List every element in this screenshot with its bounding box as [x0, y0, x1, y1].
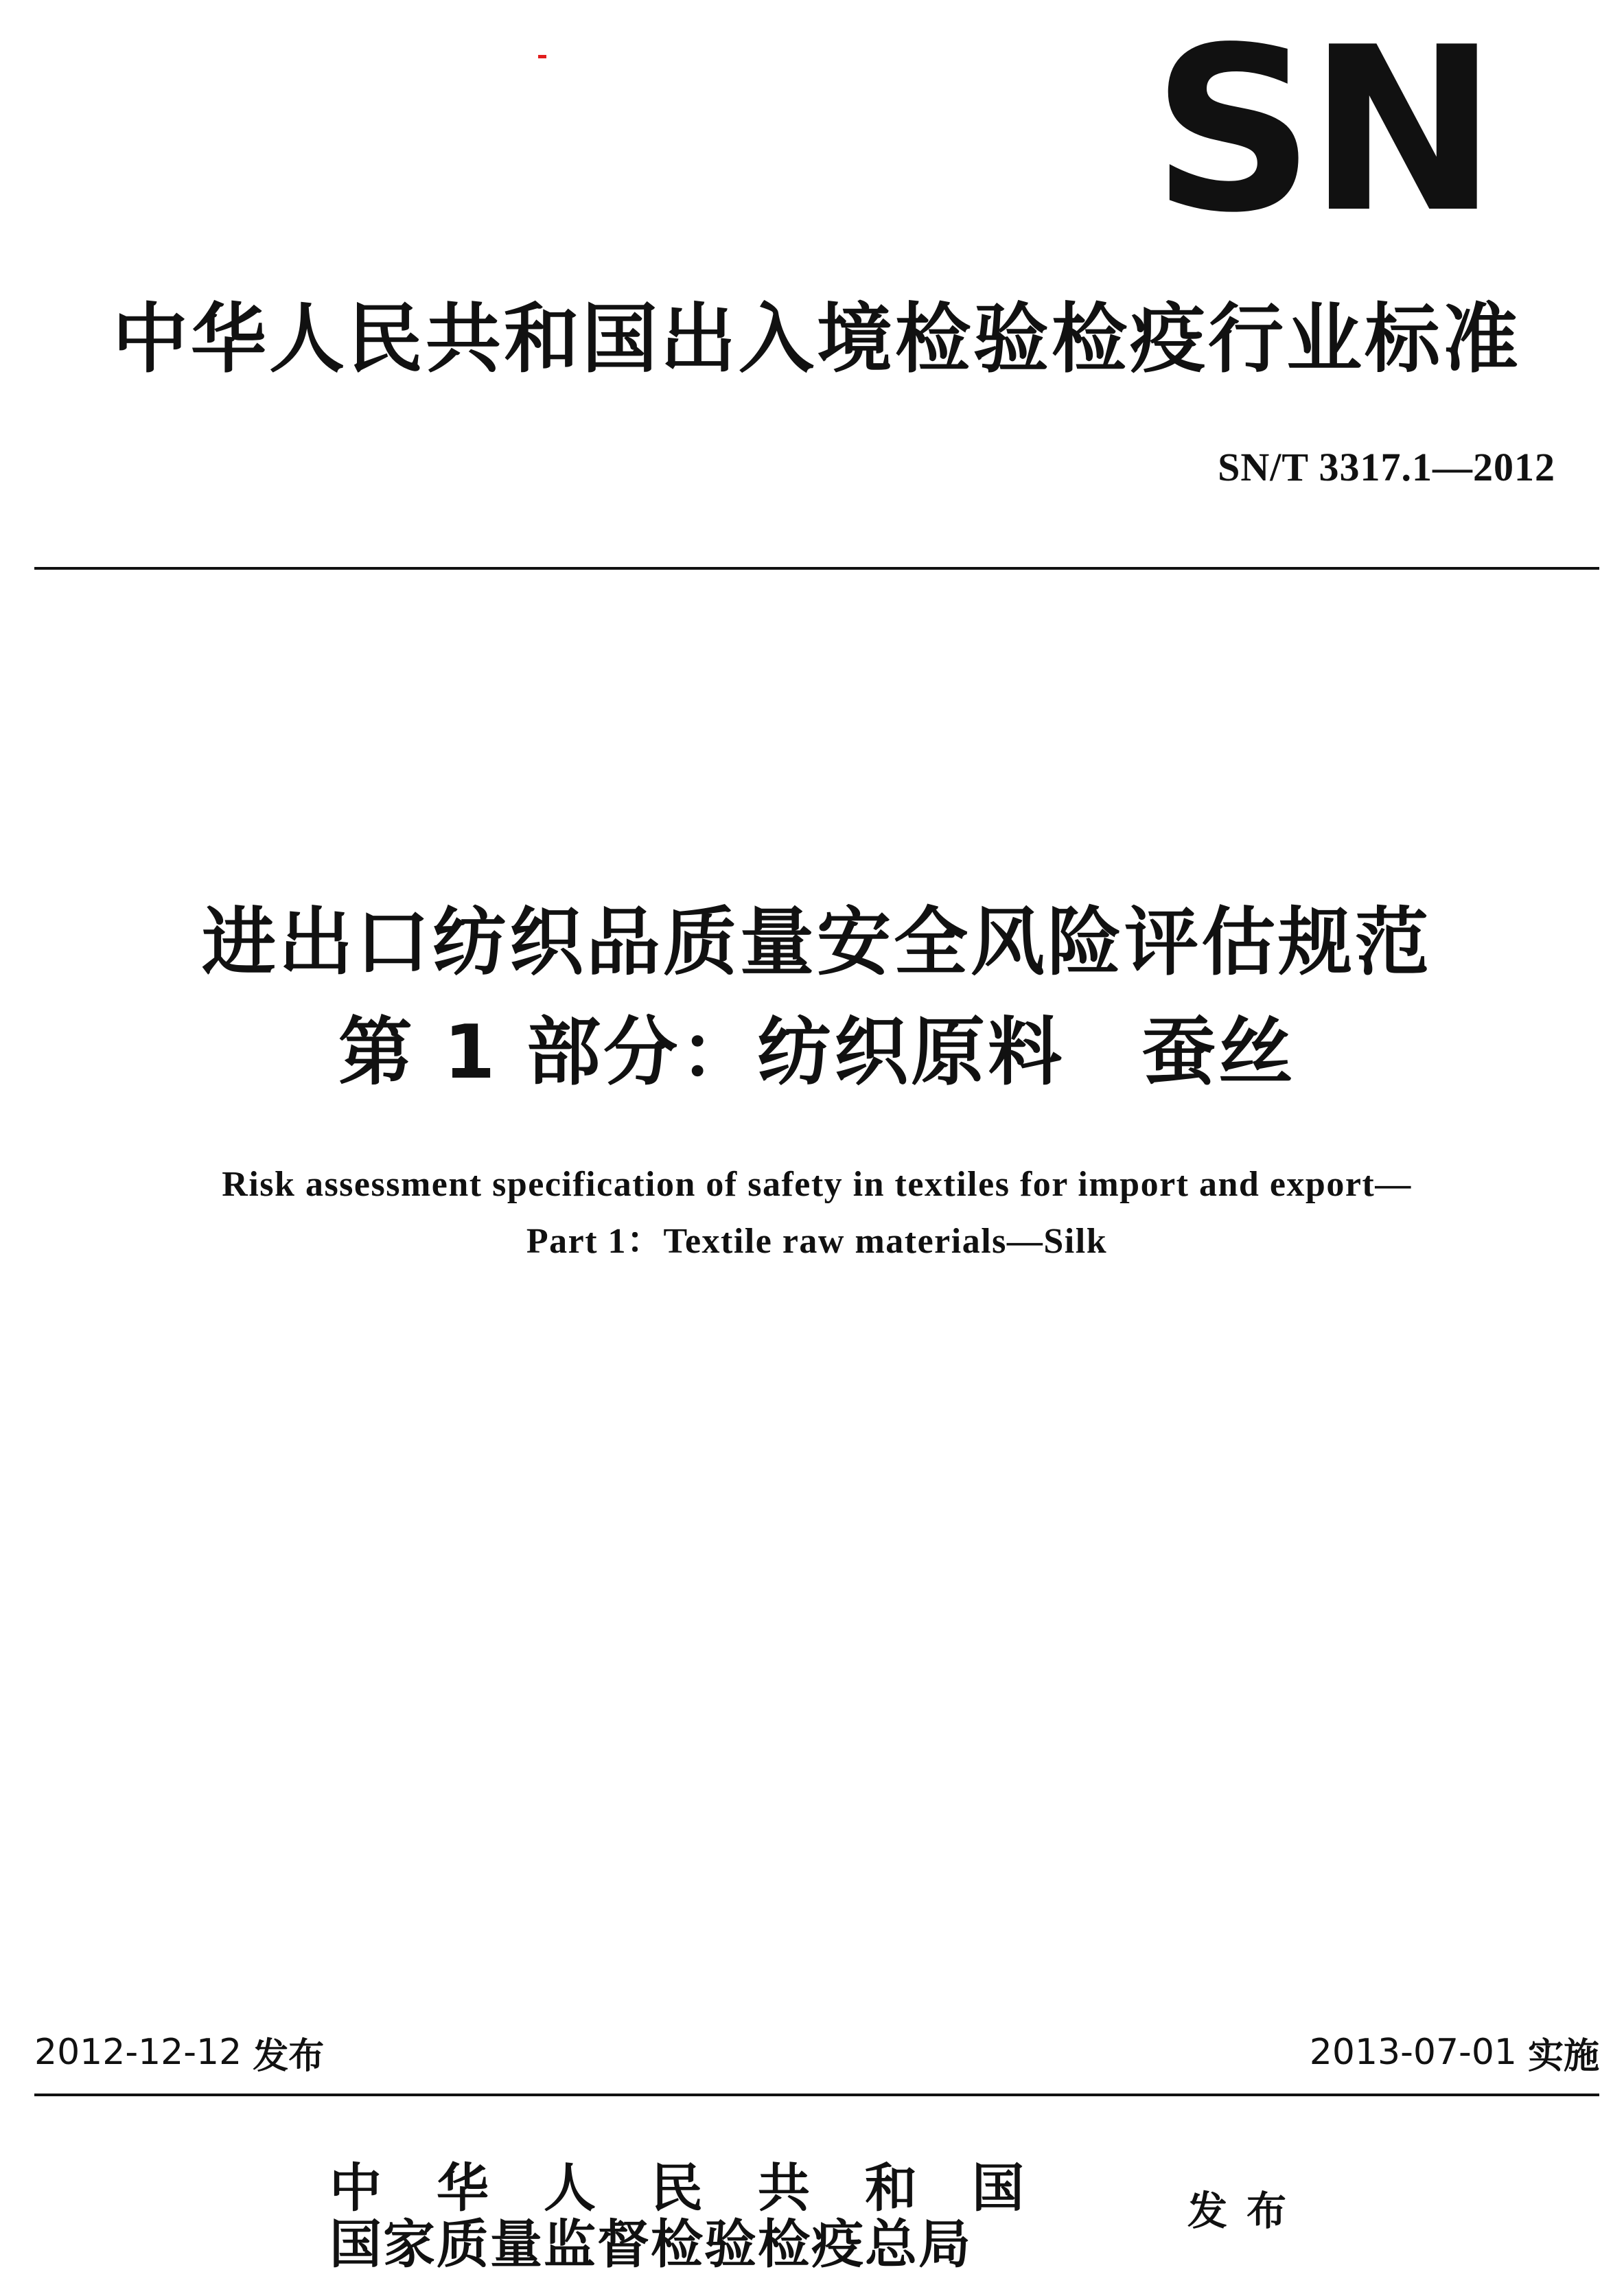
issuer-line-2: 国家质量监督检验检疫总局 — [329, 2214, 972, 2275]
document-title-cn-line-1: 进出口纺织品质量安全风险评估规范 — [201, 900, 1432, 986]
date-row — [34, 2025, 1599, 2080]
document-title-en-line-2: Part 1：Textile raw materials—Silk — [526, 1222, 1108, 1261]
red-mark — [538, 55, 546, 58]
implementation-date: 2013-07-01 — [1309, 2032, 1517, 2073]
implementation-date-group — [1310, 2027, 1599, 2078]
issue-date-group — [34, 2027, 324, 2078]
top-divider — [34, 567, 1599, 570]
issuer-block — [329, 2157, 1306, 2279]
issuer-line-1: 中华人民共和国 — [329, 2157, 1079, 2218]
bottom-divider — [34, 2094, 1599, 2096]
issuer-action: 发布 — [1187, 2188, 1306, 2234]
standard-number: SN/T 3317.1—2012 — [1218, 444, 1555, 489]
document-title-en-line-1: Risk assessment specification of safety in textiles for import and export— — [222, 1165, 1412, 1204]
standard-category-title: 中华人民共和国出入境检验检疫行业标准 — [113, 295, 1521, 383]
issue-label: 发布 — [253, 2035, 325, 2077]
implementation-label: 实施 — [1527, 2035, 1599, 2077]
issue-date: 2012-12-12 — [34, 2032, 242, 2073]
document-title-cn-line-2: 第 1 部分：纺织原料 蚕丝 — [338, 1010, 1296, 1095]
sn-logo: SN — [1152, 0, 1491, 262]
